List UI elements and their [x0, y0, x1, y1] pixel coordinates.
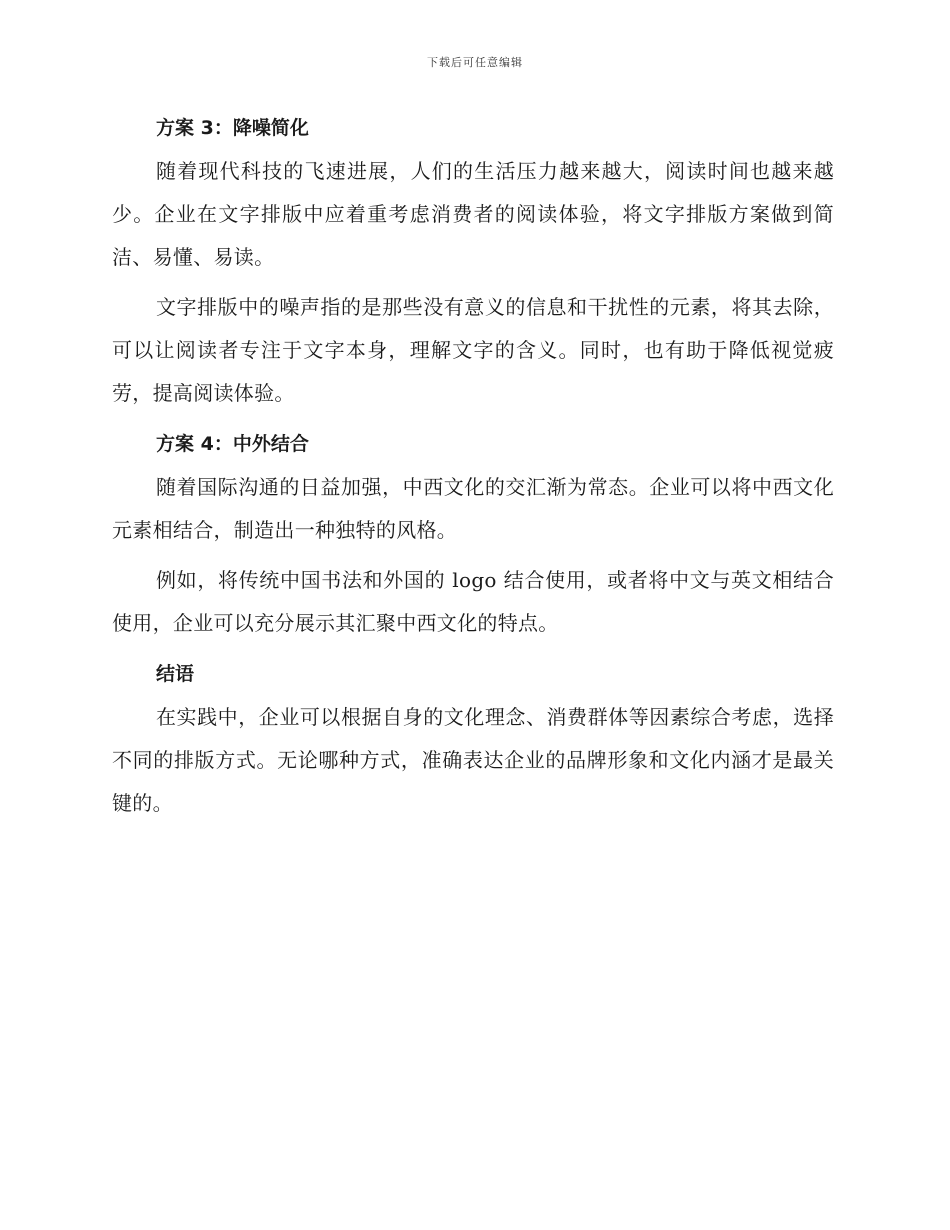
section-plan-3	[112, 106, 834, 415]
section-heading: 方案 4：中外结合	[156, 433, 309, 455]
paragraph: 在实践中，企业可以根据自身的文化理念、消费群体等因素综合考虑，选择不同的排版方式。无论哪种方式，准确表达企业的品牌形象和文化内涵才是最关键的。	[112, 705, 834, 815]
paragraph: 例如，将传统中国书法和外国的 logo 结合使用，或者将中文与英文相结合使用，企业可以充分展示其汇聚中西文化的特点。	[112, 568, 834, 635]
paragraph: 随着国际沟通的日益加强，中西文化的交汇渐为常态。企业可以将中西文化元素相结合，制造出一种独特的风格。	[112, 475, 834, 542]
document-body	[112, 106, 834, 832]
paragraph: 文字排版中的噪声指的是那些没有意义的信息和干扰性的元素，将其去除，可以让阅读者专注于文字本身，理解文字的含义。同时，也有助于降低视觉疲劳，提高阅读体验。	[112, 295, 834, 405]
section-heading: 方案 3：降噪简化	[156, 117, 309, 139]
section-heading: 结语	[156, 663, 195, 685]
section-plan-4	[112, 422, 834, 645]
page-header: 下载后可任意编辑	[427, 56, 523, 69]
section-conclusion	[112, 652, 834, 825]
paragraph: 随着现代科技的飞速进展，人们的生活压力越来越大，阅读时间也越来越少。企业在文字排版中应着重考虑消费者的阅读体验，将文字排版方案做到简洁、易懂、易读。	[112, 159, 834, 269]
